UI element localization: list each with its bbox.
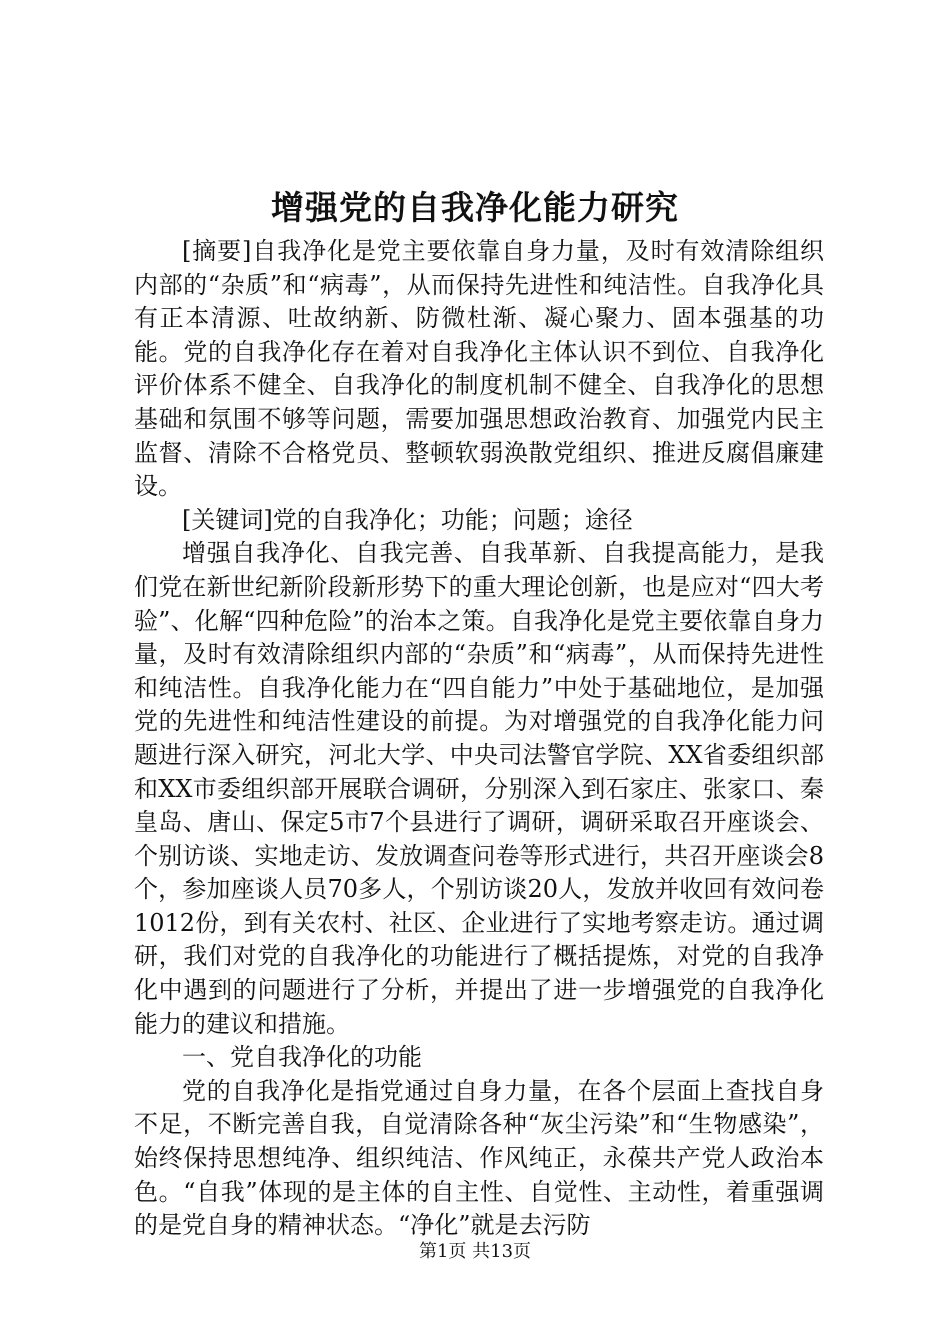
page-number-footer: 第1页 共13页 <box>418 1241 532 1262</box>
document-body <box>134 235 824 1243</box>
section-paragraph: 党的自我净化是指党通过自身力量，在各个层面上查找自身不足，不断完善自我，自觉清除各种“灰尘污染”和“生物感染”，始终保持思想纯净、组织纯洁、作风纯正，永葆共产党人政治本色。“自我”体现的是主体的自主性、自觉性、主动性，着重强调的是党自身的精神状态。“净化”就是去污防 <box>134 1076 824 1240</box>
keywords-paragraph: [关键词]党的自我净化；功能；问题；途径 <box>182 505 633 534</box>
document-title: 增强党的自我净化能力研究 <box>271 188 679 227</box>
intro-paragraph: 增强自我净化、自我完善、自我革新、自我提高能力，是我们党在新世纪新阶段新形势下的重大理论创新，也是应对“四大考验”、化解“四种危险”的治本之策。自我净化是党主要依靠自身力量，及时有效清除组织内部的“杂质”和“病毒”，从而保持先进性和纯洁性。自我净化能力在“四自能力”中处于基础地位，是加强党的先进性和纯洁性建设的前提。为对增强党的自我净化能力问题进行深入研究，河北大学、中央司法警官学院、XX省委组织部和XX市委组织部开展联合调研，分别深入到石家庄、张家口、秦皇岛、唐山、保定5市7个县进行了调研，调研采取召开座谈会、个别访谈、实地走访、发放调查问卷等形式进行，共召开座谈会8个，参加座谈人员70多人，个别访谈20人，发放并收回有效问卷1012份，到有关农村、社区、企业进行了实地考察走访。通过调研，我们对党的自我净化的功能进行了概括提炼，对党的自我净化中遇到的问题进行了分析，并提出了进一步增强党的自我净化能力的建议和措施。 <box>134 539 824 1038</box>
abstract-paragraph: [摘要]自我净化是党主要依靠自身力量，及时有效清除组织内部的“杂质”和“病毒”，从而保持先进性和纯洁性。自我净化具有正本清源、吐故纳新、防微杜渐、凝心聚力、固本强基的功能。党的自我净化存在着对自我净化主体认识不到位、自我净化评价体系不健全、自我净化的制度机制不健全、自我净化的思想基础和氛围不够等问题，需要加强思想政治教育、加强党内民主监督、清除不合格党员、整顿软弱涣散党组织、推进反腐倡廉建设。 <box>134 237 824 501</box>
section-heading: 一、党自我净化的功能 <box>182 1043 422 1072</box>
